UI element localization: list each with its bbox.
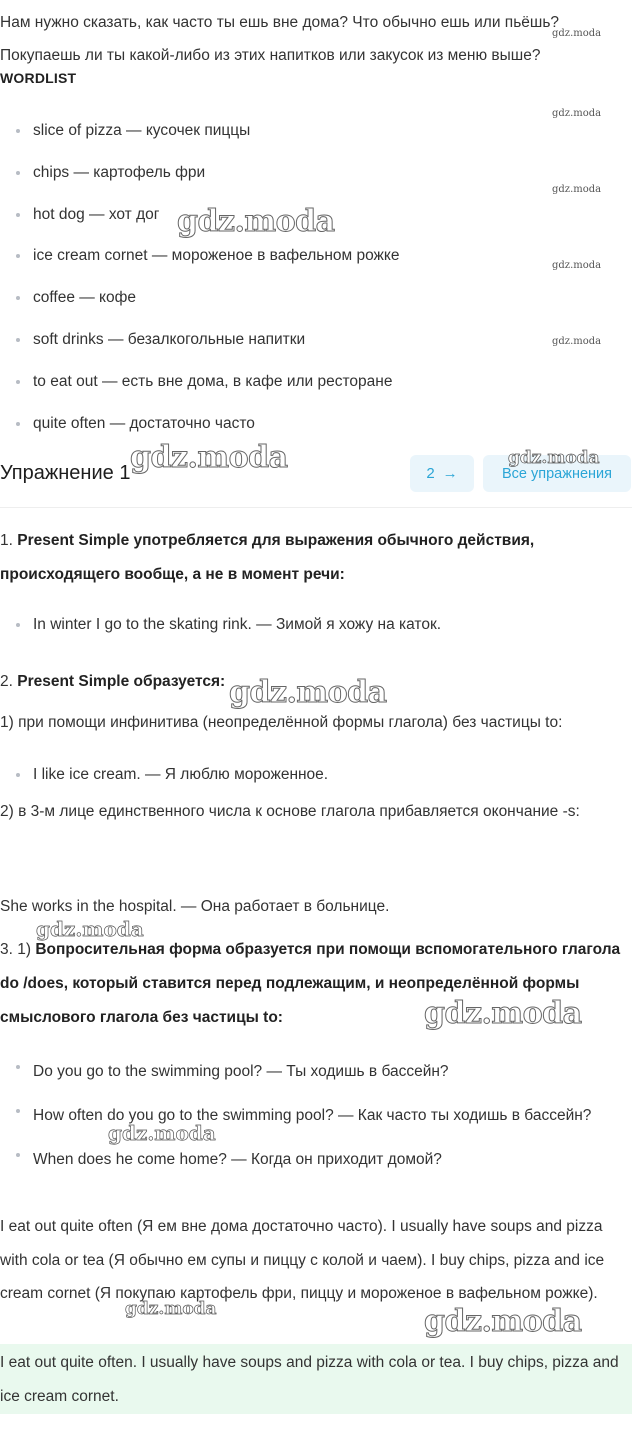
rule-2b-example: She works in the hospital. — Она работает в больнице. [0,898,390,915]
watermark: gdz.moda [552,184,602,195]
watermark: gdz.moda [552,108,602,119]
exercise-title: Упражнение 1 [0,462,131,484]
watermark: gdz.moda [424,1304,582,1339]
list-item: ice cream cornet — мороженое в вафельном рожке [0,245,632,287]
watermark: gdz.moda [130,440,288,475]
divider [0,507,632,508]
list-item: to eat out — есть вне дома, в кафе или ресторане [0,371,632,413]
list-item: quite often — достаточно часто [0,413,632,455]
watermark: gdz.moda [424,996,582,1031]
list-item: slice of pizza — кусочек пиццы [0,120,632,162]
intro-question: Нам нужно сказать, как часто ты ешь вне дома? Что обычно ешь или пьёшь? Покупаешь ли ты какой-либо из этих напитков или закусок из меню выше? [0,14,560,64]
wordlist [0,120,632,454]
rule-1-examples [0,614,632,636]
rule-number: 2. [0,673,18,690]
grammar-rule-2a: 1) при помощи инфинитива (неопределённой формы глагола) без частицы to: [0,714,563,731]
next-exercise-label: 2 [426,465,435,482]
answer-final: I eat out quite often. I usually have soups and pizza with cola or tea. I buy chips, pizza and ice cream cornet. [0,1354,619,1405]
list-item: soft drinks — безалкогольные напитки [0,329,632,371]
wordlist-title: WORDLIST [0,70,77,86]
rule-3-examples [0,1056,632,1188]
watermark: gdz.moda [552,336,602,347]
list-item: chips — картофель фри [0,162,632,204]
list-item: hot dog — хот дог [0,204,632,246]
rule-text: Present Simple употребляется для выражения обычного действия, происходящего вообще, а не в момент речи: [0,532,535,583]
list-item: How often do you go to the swimming pool? — Как часто ты ходишь в бассейн? [0,1100,632,1132]
watermark: gdz.moda [552,28,602,39]
rule-text: Вопросительная форма образуется при помощи вспомогательного глагола do /does, который ставится перед подлежащим, и неопределённой формы смыслового глагола без частицы to: [0,941,621,1026]
arrow-right-icon: → [442,465,458,482]
answer-box [0,1344,632,1414]
next-exercise-button[interactable] [410,455,474,492]
watermark: gdz.moda [108,1121,216,1145]
list-item: coffee — кофе [0,287,632,329]
watermark: gdz.moda [125,1299,217,1319]
watermark: gdz.moda [36,917,144,941]
grammar-rule-1 [0,524,632,592]
all-exercises-button[interactable]: Все упражнения [483,455,631,492]
answer-with-translation: I eat out quite often (Я ем вне дома достаточно часто). I usually have soups and pizza with cola or tea (Я обычно ем супы и пиццу с колой и чаем). I buy chips, pizza and ice cream cornet (Я покупаю картофель фри, пиццу и мороженое в вафельном рожке). [0,1218,605,1302]
rule-number: 3. 1) [0,941,36,958]
watermark: gdz.moda [229,675,387,710]
list-item: In winter I go to the skating rink. — Зимой я хожу на каток. [0,614,632,636]
list-item: When does he come home? — Когда он приходит домой? [0,1144,632,1176]
list-item: I like ice cream. — Я люблю мороженное. [0,764,632,786]
grammar-rule-2b: 2) в 3-м лице единственного числа к основе глагола прибавляется окончание -s: [0,803,580,820]
watermark: gdz.moda [508,448,600,468]
rule-number: 1. [0,532,18,549]
list-item: Do you go to the swimming pool? — Ты ходишь в бассейн? [0,1056,632,1088]
watermark: gdz.moda [552,260,602,271]
rule-2a-examples [0,764,632,786]
rule-text: Present Simple образуется: [17,673,226,690]
watermark: gdz.moda [177,204,335,239]
